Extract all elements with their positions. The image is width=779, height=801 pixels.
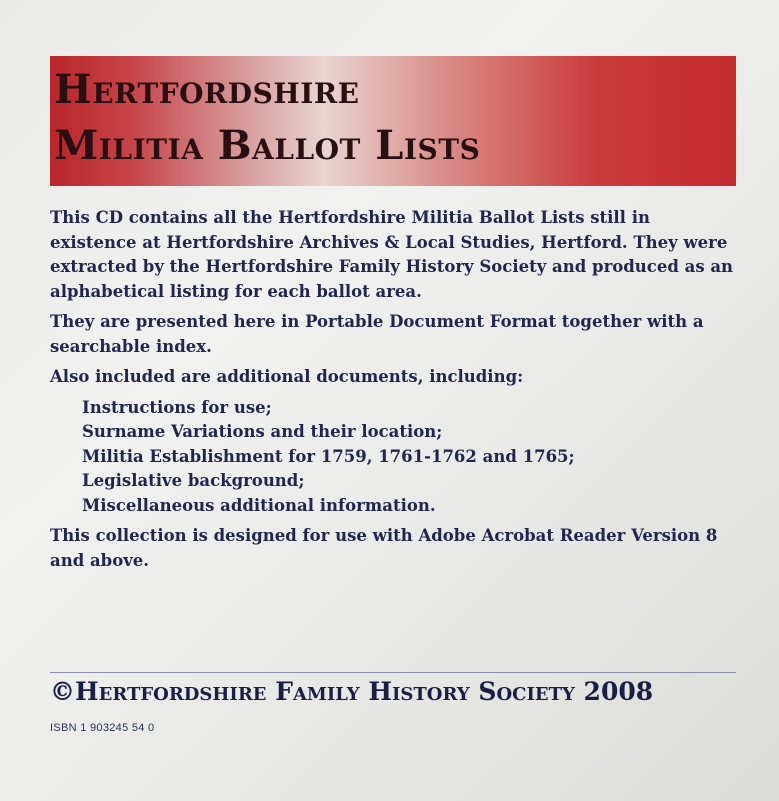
format-paragraph: They are presented here in Portable Document Format together with a searchable index. xyxy=(50,312,704,356)
closing-note: This collection is designed for use with Adobe Acrobat Reader Version 8 and above. xyxy=(50,526,718,570)
divider-line xyxy=(50,672,736,673)
included-heading: Also included are additional documents, including: xyxy=(50,367,524,386)
list-item: Miscellaneous additional information. xyxy=(82,495,436,515)
list-item: Instructions for use; xyxy=(82,397,272,417)
included-documents-list xyxy=(82,396,740,519)
intro-paragraph: This CD contains all the Hertfordshire Militia Ballot Lists still in existence at Hertfordshire Archives & Local Studies, Hertford. They were extracted by the Hertfordshire Family History Society and produced as an alphabetical listing for each ballot area. xyxy=(50,208,734,301)
description-body xyxy=(50,206,740,579)
list-item: Legislative background; xyxy=(82,471,305,490)
copyright-notice: ©Hertfordshire Family History Society 2008 xyxy=(50,677,654,706)
title-line-1: Hertfordshire xyxy=(54,66,360,113)
isbn-number: ISBN 1 903245 54 0 xyxy=(50,722,155,734)
list-item: Militia Establishment for 1759, 1761-1762 and 1765; xyxy=(82,446,575,466)
list-item: Surname Variations and their location; xyxy=(82,422,443,441)
title-banner xyxy=(50,56,736,186)
title-line-2: Militia Ballot Lists xyxy=(54,122,481,169)
